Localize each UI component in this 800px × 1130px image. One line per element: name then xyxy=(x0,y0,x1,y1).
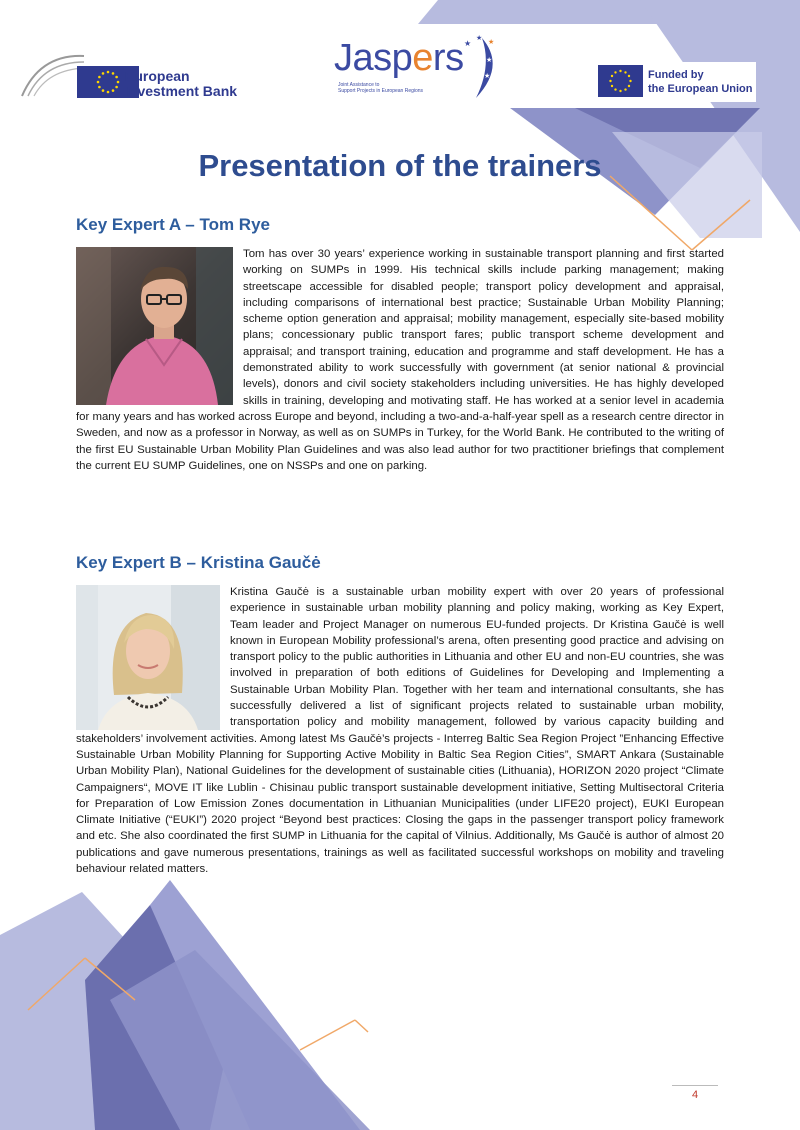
eu-funded-logo xyxy=(596,62,756,102)
expert-a-heading: Key Expert A – Tom Rye xyxy=(76,215,270,234)
eib-logo xyxy=(20,48,250,104)
svg-text:★: ★ xyxy=(488,39,495,46)
expert-a-photo xyxy=(76,247,233,405)
svg-text:★: ★ xyxy=(484,73,491,80)
header xyxy=(0,0,800,130)
eu-funded-line2: the European Union xyxy=(648,83,753,95)
svg-text:★: ★ xyxy=(476,35,483,42)
jaspers-word-accent: e xyxy=(412,37,433,79)
jaspers-subtitle xyxy=(338,82,458,94)
jaspers-stars-icon xyxy=(454,32,502,102)
page-title: Presentation of the trainers xyxy=(198,148,602,183)
expert-b-heading: Key Expert B – Kristina Gaučė xyxy=(76,553,321,572)
jaspers-wordmark xyxy=(334,38,464,78)
expert-b-photo xyxy=(76,585,220,730)
jaspers-word-part1: Jasp xyxy=(334,37,413,79)
page-footer xyxy=(672,1085,718,1101)
expert-b-bio: Kristina Gaučė is a sustainable urban mobility expert with over 20 years of professional experience in sustainable urban mobility planning and policy making, working as Key Expert, Team leader and Project Manager on numerous EU-funded projects. Dr Kristina Gaučė is well known in European Mobility professional’s arena, often presenting good practice and advising on transport policy to the public authorities in Lithuania and other EU and non-EU countries, she was involved in preparation of both editions of Guidelines for Developing and Implementing a Sustainable Urban Mobility Plan. Together with her team and international consultants, she has successfully delivered a list of significant projects related to sustainable urban mobility, transportation policy and mobility management, followed by various capacity building and stakeholders’ involvement activities. Among latest Ms Gaučė’s projects - Interreg Baltic Sea Region Project ”Enhancing Effective Sustainable Urban Mobility Planning for Supporting Active Mobility in Baltic Sea Region Cities”, SMART Ankara (Sustainable Urban Mobility Plan), National Guidelines for the development of sustainable cities (Lithuania), HORIZON 2020 project “Climate Campaigners“, MOVE IT like Lublin - Chisinau public transport sustainable development initiative, Setting Multisectoral Criteria for Preparation of Low Emission Zones documentation in Lithuanian Municipalities (under LIFE20 project), EUKI European Climate Initiative (“EUKI”) 2020 project “Beyond best practices: Closing the gaps in the passenger transport policy framework and etc. She also coordinated the first SUMP in Lithuania for the capital of Vilnius. Additionally, Ms Gaučė is author of almost 20 publications and gave numerous presentations, trainings as well as facilitated successful workshops on mobility and traveling behaviour related matters. xyxy=(76,586,724,876)
eib-logo-line1: European xyxy=(125,68,190,84)
eu-flag-icon xyxy=(598,65,643,97)
expert-section-b xyxy=(76,552,724,877)
eu-funded-line1: Funded by xyxy=(648,69,704,81)
jaspers-subtitle-line2: Support Projects in European Regions xyxy=(338,88,424,94)
jaspers-logo xyxy=(334,32,514,102)
eu-funded-text xyxy=(648,68,753,96)
eib-logo-line2: Investment Bank xyxy=(125,83,238,99)
footer-rule xyxy=(672,1085,718,1086)
svg-text:★: ★ xyxy=(464,39,472,48)
eib-logo-text xyxy=(125,69,237,99)
jaspers-word-part2: rs xyxy=(432,37,464,79)
page-number: 4 xyxy=(691,1089,699,1101)
svg-text:★: ★ xyxy=(486,57,493,64)
expert-a-bio: Tom has over 30 years’ experience working in sustainable transport planning and first started working on SUMPs in 1999. His technical skills include parking management; making streetscape accessible for disabled people; transport policy development and appraisal, including comparisons of international best practice; Sustainable Urban Mobility Planning; scheme option generation and appraisal; mobility management, especially site-based mobility plans; concessionary public transport fares; public transport scheme development and appraisal; and transport training, education and programme and staff development. He has a demonstrated ability to work successfully with government (at senior national & provincial levels), donors and civil society stakeholders including universities. He has highly developed skills in training, developing and motivating staff. He has worked at a senior level in academia for many years and has worked across Europe and beyond, including a two-and-a-half-year spell as a research centre director in Sweden, and now as a professor in Norway, as well as on SUMPs in Turkey, for the World Bank. He contributed to the writing of the first EU Sustainable Urban Mobility Plan Guidelines and was also lead author for two practitioner briefings that complement the current EU SUMP Guidelines, one on NSSPs and one on parking. xyxy=(76,248,724,472)
expert-section-a xyxy=(76,214,724,474)
jaspers-subtitle-line1: Joint Assistance to xyxy=(338,82,380,88)
